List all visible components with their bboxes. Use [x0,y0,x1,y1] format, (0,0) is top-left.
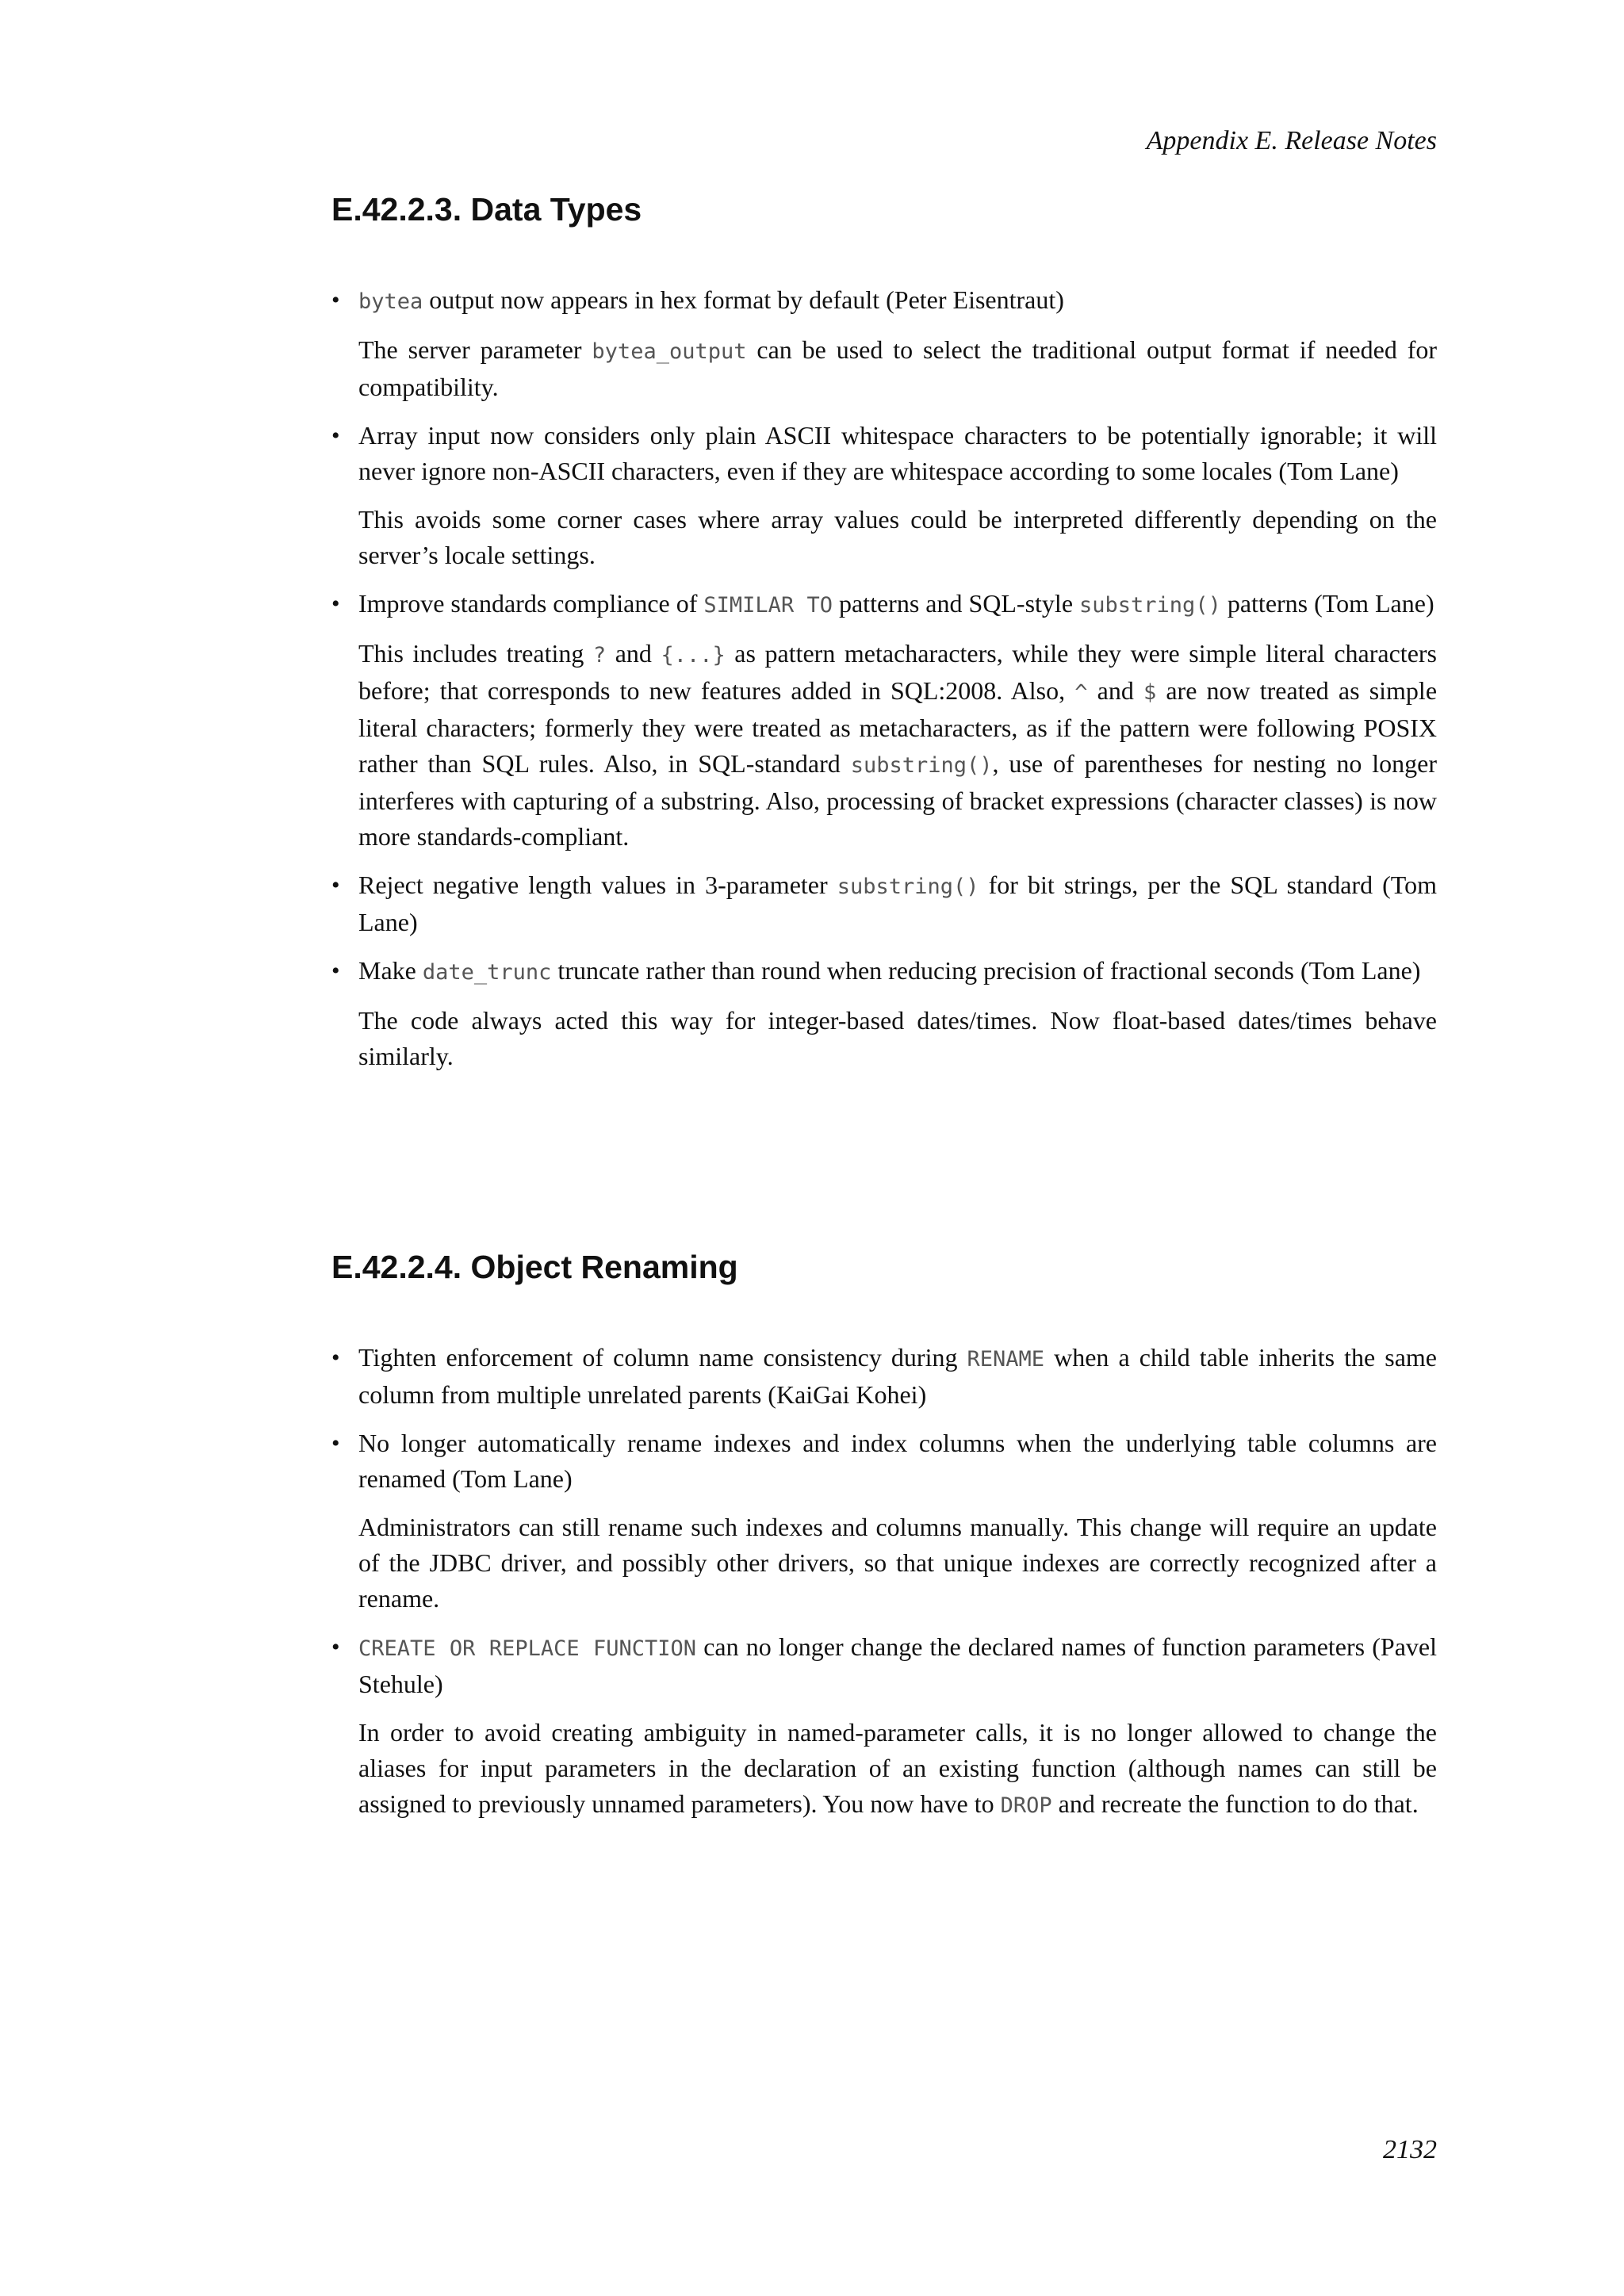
text-run: patterns (Tom Lane) [1220,589,1434,618]
inline-code: ^ [1074,680,1088,705]
inline-code: date_trunc [422,960,552,985]
item-detail [358,1510,1437,1617]
text-run: as pattern metacharacters, while they were simple literal characters before; that corresponds to new features added in SQL:2008. Also, [358,639,1438,705]
item-summary [358,586,1437,623]
text-run: for bit strings, per the SQL standard (Tom Lane) [358,871,1438,936]
item-summary [358,1629,1437,1702]
text-run: Administrators can still rename such indexes and columns manually. This change will require an update of the JDBC driver, and possibly other drivers, so that unique indexes are correctly recognized after a rename. [358,1513,1437,1613]
item-detail [358,1003,1437,1074]
inline-code: substring() [837,874,979,899]
item-detail [358,332,1437,405]
text-run: This avoids some corner cases where array values could be interpreted differently depending on the server’s locale settings. [358,505,1437,569]
item-summary [358,1425,1437,1497]
list-item [331,282,1437,405]
text-run: and [1087,676,1143,705]
inline-code: SIMILAR TO [703,593,833,618]
inline-code: {...} [661,643,726,668]
item-detail [358,502,1437,573]
text-run: patterns and SQL-style [832,589,1080,618]
bullet-marker: • [331,872,340,898]
inline-code: DROP [1000,1793,1052,1818]
text-run: Array input now considers only plain ASCII whitespace characters to be potentially ignorable; it will never ignore non-ASCII characters, even if they are whitespace according to some locales (Tom Lane) [358,421,1437,485]
bullet-marker: • [331,1430,340,1456]
text-run: when a child table inherits the same column from multiple unrelated parents (KaiGai Kohei) [358,1343,1438,1409]
text-run: and [606,639,661,668]
text-run: , use of parentheses for nesting no longer interferes with capturing of a substring. Also, processing of bracket expressions (character classes) is now more standards-compliant. [358,749,1438,851]
list-item [331,1340,1437,1413]
inline-code: RENAME [967,1347,1045,1372]
text-run: can be used to select the traditional output format if needed for compatibility. [358,335,1438,401]
object-renaming-list [331,1340,1437,1836]
text-run: Tighten enforcement of column name consistency during [358,1343,967,1372]
bullet-marker: • [331,287,340,313]
section-title-data-types: E.42.2.3. Data Types [331,191,642,228]
inline-code: ? [592,643,607,668]
running-header: Appendix E. Release Notes [1146,126,1437,155]
inline-code: CREATE OR REPLACE FUNCTION [358,1636,697,1661]
data-types-list [331,282,1437,1087]
item-summary [358,1340,1437,1413]
item-detail [358,1715,1437,1823]
bullet-marker: • [331,958,340,984]
text-run: The code always acted this way for integer-based dates/times. Now float-based dates/times behave similarly. [358,1006,1437,1070]
text-run: output now appears in hex format by default (Peter Eisentraut) [423,285,1064,314]
list-item [331,586,1437,855]
text-run: The server parameter [358,335,592,364]
inline-code: $ [1143,680,1157,705]
list-item [331,953,1437,1074]
text-run: Make [358,956,423,985]
text-run: and recreate the function to do that. [1051,1789,1419,1818]
item-summary [358,953,1437,990]
inline-code: substring() [1079,593,1221,618]
list-item [331,1425,1437,1617]
text-run: This includes treating [358,639,593,668]
text-run: No longer automatically rename indexes and index columns when the underlying table columns are renamed (Tom Lane) [358,1429,1437,1493]
inline-code: substring() [850,753,993,778]
text-run: truncate rather than round when reducing precision of fractional seconds (Tom Lane) [551,956,1421,985]
text-run: Reject negative length values in 3-parameter [358,871,837,899]
inline-code: bytea_output [592,339,747,364]
bullet-marker: • [331,1345,340,1371]
list-item [331,867,1437,940]
section-title-object-renaming: E.42.2.4. Object Renaming [331,1249,738,1285]
item-summary [358,418,1437,489]
bullet-marker: • [331,591,340,617]
bullet-marker: • [331,423,340,449]
list-item [331,418,1437,573]
text-run: are now treated as simple literal characters; formerly they were treated as metacharacters, as if the pattern were following POSIX rather than SQL rules. Also, in SQL-standard [358,676,1438,778]
text-run: can no longer change the declared names of function parameters (Pavel Stehule) [358,1632,1438,1698]
bullet-marker: • [331,1634,340,1660]
page-number: 2132 [1383,2135,1437,2164]
inline-code: bytea [358,289,423,314]
list-item [331,1629,1437,1823]
text-run: Improve standards compliance of [358,589,704,618]
item-detail [358,636,1437,855]
text-run: In order to avoid creating ambiguity in named-parameter calls, it is no longer allowed to change the aliases for input parameters in the declaration of an existing function (although names can still be assigned to previously unnamed parameters). You now have to [358,1718,1437,1818]
item-summary [358,282,1437,320]
item-summary [358,867,1437,940]
